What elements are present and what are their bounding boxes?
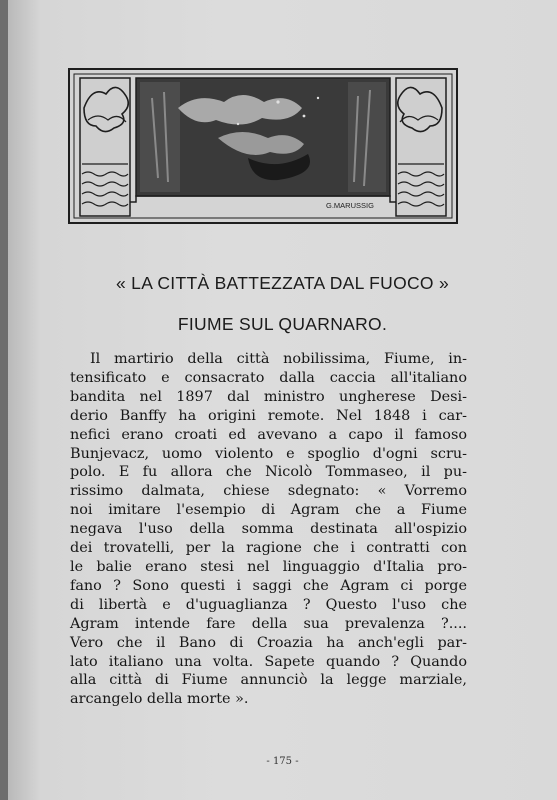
- chapter-subtitle: FIUME SUL QUARNARO.: [177, 314, 388, 334]
- text-line: dei trovatelli, per la ragione che i contratti con: [70, 540, 467, 557]
- text-line: bandita nel 1897 dal ministro ungherese Desi-: [70, 388, 467, 405]
- chapter-title: « LA CITTÀ BATTEZZATA DAL FUOCO »: [115, 273, 450, 293]
- text-line: negava l'uso della somma destinata all'ospizio: [70, 521, 467, 538]
- text-line: Il martirio della città nobilissima, Fiume, in-: [90, 351, 467, 367]
- text-line: lato italiano una volta. Sapete quando ? Quando: [70, 653, 467, 670]
- ornamental-headpiece: [68, 68, 458, 224]
- artist-signature: G.MARUSSIG: [326, 201, 374, 210]
- left-panel-ornament: [80, 78, 130, 216]
- text-line: le balie erano stesi nel linguaggio d'Italia pro-: [70, 558, 467, 575]
- text-line: Agram intende fare della sua prevalenza ?....: [70, 615, 467, 632]
- book-page: [8, 0, 557, 800]
- text-line: rissimo dalmata, chiese sdegnato: « Vorremo: [70, 483, 467, 500]
- right-panel-ornament: [396, 78, 446, 216]
- body-paragraph: [70, 350, 467, 709]
- text-line: di libertà e d'uguaglianza ? Questo l'uso che: [70, 596, 467, 613]
- text-line: Bunjevacz, uomo violento e spoglio d'ogni scru-: [70, 445, 467, 462]
- central-engraving: [136, 78, 390, 196]
- text-line: tensificato e consacrato dalla caccia all'italiano: [70, 369, 467, 386]
- text-line: derio Banffy ha origini remote. Nel 1848 i car-: [70, 407, 467, 424]
- text-line: fano ? Sono questi i saggi che Agram ci porge: [70, 577, 467, 594]
- text-line: polo. E fu allora che Nicolò Tommaseo, il pu-: [70, 464, 467, 481]
- text-line: nefici erano croati ed avevano a capo il famoso: [70, 426, 467, 443]
- text-line: noi imitare l'esempio di Agram che a Fiume: [70, 502, 467, 519]
- page-number: - 175 -: [266, 756, 299, 767]
- text-line: alla città di Fiume annunciò la legge marziale,: [70, 672, 467, 689]
- book-gutter-edge: [0, 0, 8, 800]
- text-line: Vero che il Bano di Croazia ha anch'egli par-: [70, 634, 467, 651]
- text-line: arcangelo della morte ».: [70, 691, 249, 708]
